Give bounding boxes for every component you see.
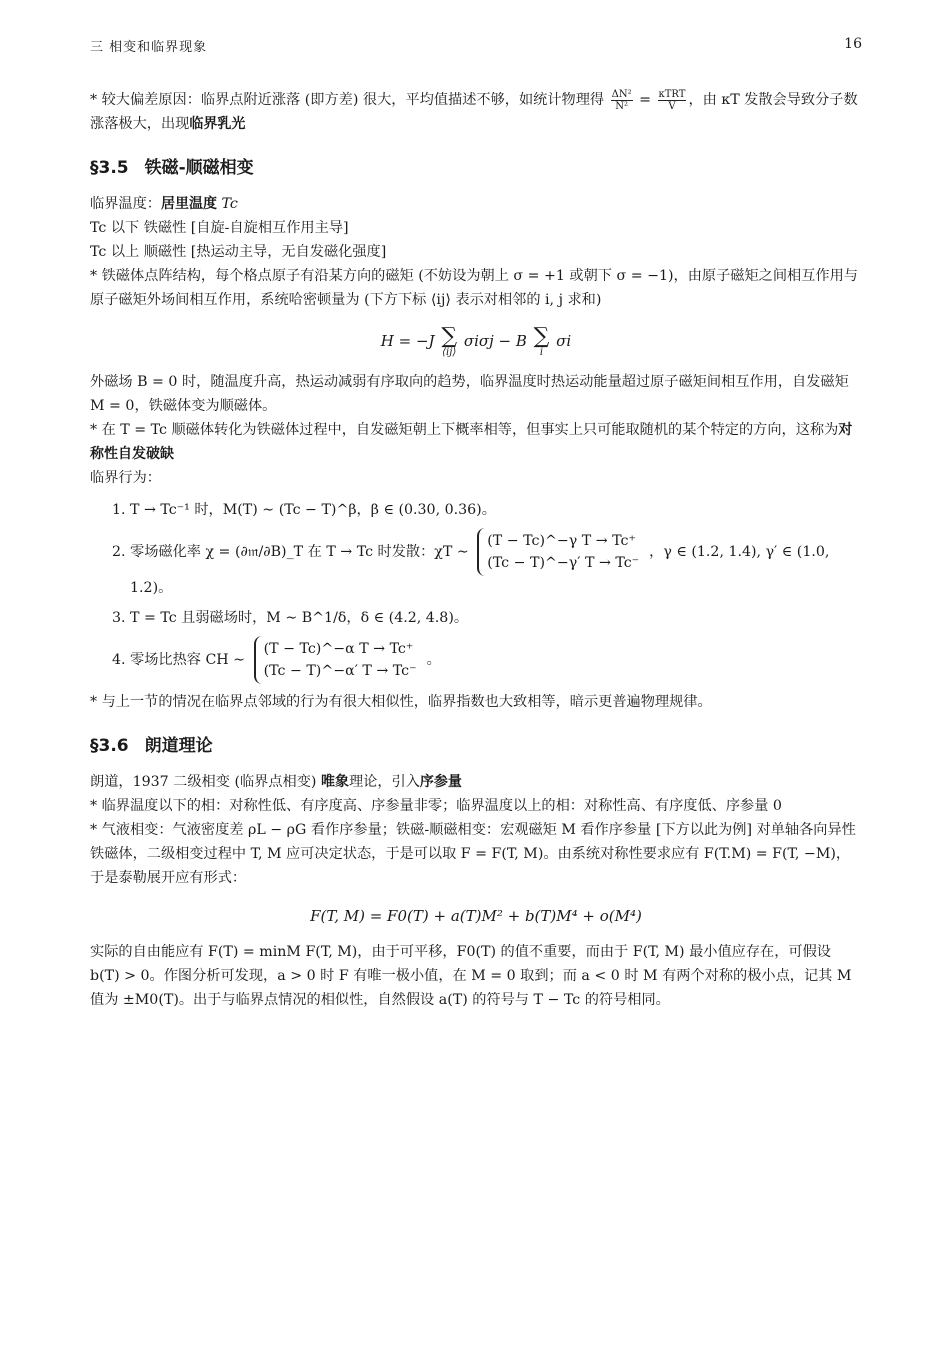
lattice-paragraph: * 铁磁体点阵结构，每个格点原子有沿某方向的磁矩 (不妨设为朝上 σ = +1 或朝下 σ = −1)，由原子磁矩之间相互作用与原子磁矩外场间相互作用，系统哈密顿量为 (下方下标 ⟨ij⟩ 表示对相邻的 i, j 求和) [90, 268, 858, 308]
running-header [90, 36, 862, 56]
section-heading-3-6 [90, 734, 862, 758]
landau-intro: 朗道，1937 二级相变 (临界点相变) 唯象理论，引入序参量 [90, 774, 462, 790]
critical-behavior-list [90, 498, 862, 684]
intro-text-a: * 较大偏差原因：临界点附近涨落 (即方差) 很大，平均值描述不够，如统计物理得 [90, 92, 605, 108]
fraction-dn: $\frac{\text{ΔN²}}{\text{N²}}$ [611, 88, 632, 112]
section-number: §3.5 [90, 158, 129, 178]
above-tc-line: Tc 以上 顺磁性 [热运动主导，无自发磁化强度] [90, 244, 387, 260]
list-item: 1. T → Tc⁻¹ 时，M(T) ∼ (Tc − T)^β，β ∈ (0.30, 0.36)。 [130, 498, 862, 522]
running-title: 三 相变和临界现象 [90, 40, 208, 55]
equals-sign: = [634, 92, 656, 108]
zero-field-paragraph: 外磁场 B = 0 时，随温度升高，热运动减弱有序取向的趋势，临界温度时热运动能量超过原子磁矩间相互作用，自发磁矩 M = 0，铁磁体变为顺磁体。 [90, 374, 849, 414]
section-title: 铁磁-顺磁相变 [144, 158, 254, 178]
term-symmetry-breaking: 对称性自发破缺 [90, 422, 853, 462]
similarity-paragraph: * 与上一节的情况在临界点邻域的行为有很大相似性，临界指数也大致相等，暗示更普遍物理规律。 [90, 694, 712, 710]
phases-paragraph: * 临界温度以下的相：对称性低、有序度高、序参量非零；临界温度以上的相：对称性高、有序度低、序参量 0 [90, 798, 782, 814]
example-paragraph: * 气液相变：气液密度差 ρL − ρG 看作序参量；铁磁-顺磁相变：宏观磁矩 M 看作序参量 [下方以此为例] 对单轴各向异性铁磁体，二级相变过程中 T, M 应可决定状态，于是可以取 F = F(T, M)。由系统对称性要求应有 F(T.M) = F(T, −M)，于是泰勒展开应有形式： [90, 822, 856, 886]
critical-behavior-label: 临界行为： [90, 470, 161, 486]
section-number: §3.6 [90, 736, 129, 756]
term-phenomenological: 唯象 [320, 774, 349, 790]
conclusion-paragraph: 实际的自由能应有 F(T) = minM F(T, M)，由于可平移，F0(T) 的值不重要，而由于 F(T, M) 最小值应存在，可假设 b(T) > 0。作图分析可发现，a > 0 时 F 有唯一极小值，在 M = 0 取到；而 a < 0 时 M 有两个对称的极小点，记其 M 值为 ±M0(T)。出于与临界点情况的相似性，自然假设 a(T) 的符号与 T − Tc 的符号相同。 [90, 944, 852, 1008]
sum-symbol: ∑ ⟨ij⟩ [441, 324, 458, 358]
below-tc-line: Tc 以下 铁磁性 [自旋-自旋相互作用主导] [90, 220, 349, 236]
free-energy-expansion: F(T, M) = F0(T) + a(T)M² + b(T)M⁴ + o(M⁴) [310, 907, 642, 925]
list-item: 4. 零场比热容 CH ∼ (T − Tc)^−α T → Tc⁺ (Tc − T)^−α′ T → Tc⁻ 。 [130, 636, 862, 684]
cases-brace: (T − Tc)^−α T → Tc⁺ (Tc − T)^−α′ T → Tc⁻ [254, 636, 423, 684]
cases-brace: (T − Tc)^−γ T → Tc⁺ (Tc − T)^−γ′ T → Tc⁻ [477, 528, 645, 576]
hamiltonian-equation: H = −J ∑ ⟨ij⟩ σiσj − B ∑ i σi [380, 324, 572, 358]
term-critical-opalescence: 临界乳光 [189, 116, 246, 132]
symmetry-breaking-paragraph: * 在 T = Tc 顺磁体转化为铁磁体过程中，自发磁矩朝上下概率相等，但事实上只可能取随机的某个特定的方向，这称为对称性自发破缺 [90, 422, 853, 462]
section-title: 朗道理论 [144, 736, 213, 756]
section-heading-3-5 [90, 156, 862, 180]
body-text [90, 88, 862, 1012]
term-curie-temperature: 居里温度 [160, 196, 217, 212]
fraction-krt: $\frac{\text{κTRT}}{V}$ [658, 88, 686, 112]
sum-symbol: ∑ i [533, 324, 550, 358]
intro-text-b: ，由 κT 发散会导致分子数涨落极大，出现 [90, 92, 858, 132]
intro-paragraph [90, 88, 862, 136]
curie-temperature-line: 临界温度：居里温度 Tc [90, 196, 238, 212]
list-item: 3. T = Tc 且弱磁场时，M ∼ B^1/δ，δ ∈ (4.2, 4.8)。 [130, 606, 862, 630]
term-order-parameter: 序参量 [419, 774, 462, 790]
list-item: 2. 零场磁化率 χ = (∂𝔪/∂B)_T 在 T → Tc 时发散：χT ∼ (T − Tc)^−γ T → Tc⁺ (Tc − T)^−γ′ T → Tc⁻ ，γ ∈ (1.2, 1.4), γ′ ∈ (1.0, 1.2)。 [130, 528, 862, 600]
page-number: 16 [844, 36, 862, 52]
